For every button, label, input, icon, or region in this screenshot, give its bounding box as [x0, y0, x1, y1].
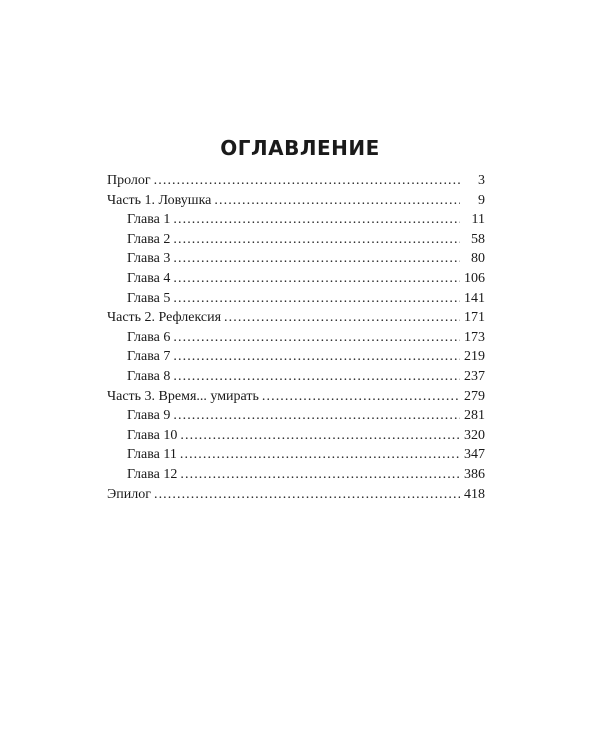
- toc-leader-dots: [173, 328, 460, 348]
- toc-leader-dots: [173, 289, 460, 309]
- toc-entry-page: 173: [464, 329, 485, 345]
- toc-entry-page: 9: [478, 192, 485, 208]
- toc-entry: [107, 289, 485, 309]
- page-title: ОГЛАВЛЕНИЕ: [220, 136, 380, 160]
- toc-entry: [107, 249, 485, 269]
- table-of-contents: [107, 171, 485, 504]
- toc-entry: [107, 347, 485, 367]
- toc-entry-page: 171: [464, 310, 485, 326]
- toc-entry-label: Глава 2: [127, 231, 171, 247]
- toc-entry-page: 279: [464, 388, 485, 404]
- toc-leader-dots: [262, 387, 460, 407]
- toc-leader-dots: [180, 465, 460, 485]
- toc-entry-label: Глава 10: [127, 427, 178, 443]
- toc-entry-page: 106: [464, 270, 485, 286]
- toc-leader-dots: [154, 171, 460, 191]
- toc-entry-page: 386: [464, 466, 485, 482]
- toc-entry: [107, 387, 485, 407]
- toc-entry-label: Глава 3: [127, 251, 171, 267]
- toc-entry-label: Глава 5: [127, 290, 171, 306]
- toc-entry: [107, 328, 485, 348]
- toc-entry: [107, 191, 485, 211]
- toc-leader-dots: [214, 191, 460, 211]
- toc-entry-page: 281: [464, 408, 485, 424]
- toc-leader-dots: [173, 210, 460, 230]
- toc-entry: [107, 367, 485, 387]
- toc-entry-label: Глава 6: [127, 329, 171, 345]
- toc-entry: [107, 230, 485, 250]
- toc-leader-dots: [173, 406, 460, 426]
- toc-entry-page: 3: [478, 173, 485, 188]
- toc-entry-label: Глава 12: [127, 466, 178, 482]
- toc-entry-label: Пролог: [107, 173, 151, 188]
- toc-leader-dots: [173, 230, 460, 250]
- toc-entry-page: 11: [471, 212, 485, 228]
- toc-entry-label: Глава 9: [127, 408, 171, 424]
- toc-entry-label: Глава 8: [127, 368, 171, 384]
- toc-entry-page: 219: [464, 349, 485, 365]
- toc-entry-page: 320: [464, 427, 485, 443]
- toc-entry: [107, 485, 485, 505]
- toc-entry: [107, 171, 485, 191]
- toc-leader-dots: [180, 426, 460, 446]
- toc-entry-page: 80: [471, 251, 485, 267]
- toc-entry-label: Часть 2. Рефлексия: [107, 310, 222, 326]
- toc-leader-dots: [173, 269, 460, 289]
- toc-entry: [107, 465, 485, 485]
- toc-leader-dots: [173, 249, 460, 269]
- toc-leader-dots: [224, 308, 460, 328]
- toc-entry-page: 141: [464, 290, 485, 306]
- toc-entry-label: Эпилог: [107, 486, 151, 502]
- toc-leader-dots: [173, 367, 460, 387]
- toc-entry: [107, 406, 485, 426]
- toc-entry-page: 58: [471, 231, 485, 247]
- toc-leader-dots: [173, 347, 460, 367]
- toc-leader-dots: [154, 485, 460, 505]
- toc-entry-page: 418: [464, 486, 485, 502]
- toc-entry-label: Часть 3. Время... умирать: [107, 388, 259, 404]
- toc-entry-label: Глава 11: [127, 447, 177, 463]
- toc-entry: [107, 308, 485, 328]
- toc-entry: [107, 269, 485, 289]
- toc-entry-label: Часть 1. Ловушка: [107, 192, 212, 208]
- toc-entry-label: Глава 7: [127, 349, 171, 365]
- toc-entry-label: Глава 1: [127, 212, 171, 228]
- toc-entry: [107, 210, 485, 230]
- toc-entry-label: Глава 4: [127, 270, 171, 286]
- toc-leader-dots: [180, 445, 460, 465]
- toc-entry-page: 347: [464, 447, 485, 463]
- toc-entry: [107, 426, 485, 446]
- toc-entry: [107, 445, 485, 465]
- toc-entry-page: 237: [464, 368, 485, 384]
